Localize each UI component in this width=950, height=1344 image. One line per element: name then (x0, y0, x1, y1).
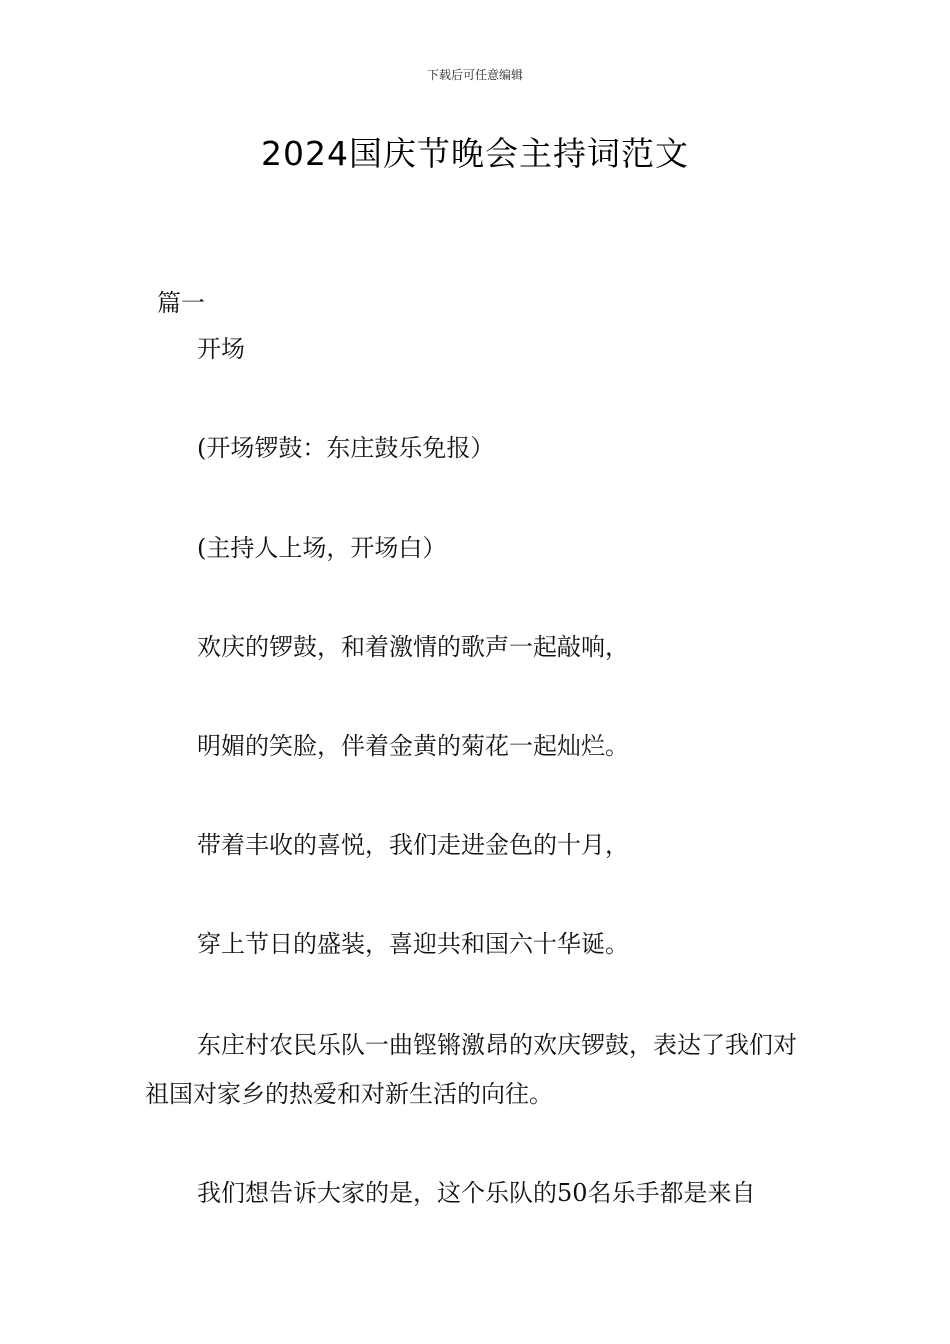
paragraph-band-members: 我们想告诉大家的是，这个乐队的50名乐手都是来自 (197, 1179, 756, 1207)
paragraph-line-1: 欢庆的锣鼓，和着激情的歌声一起敲响， (197, 633, 629, 661)
paragraph-line-4: 穿上节日的盛装，喜迎共和国六十华诞。 (197, 930, 629, 958)
section-label: 篇一 (157, 289, 205, 317)
header-note: 下载后可任意编辑 (426, 68, 523, 82)
paragraph-stage-direction-1: (开场锣鼓：东庄鼓乐免报） (197, 434, 495, 462)
paragraph-stage-direction-2: (主持人上场，开场白） (197, 534, 447, 562)
document-title: 2024国庆节晚会主持词范文 (261, 134, 689, 173)
paragraph-opening: 开场 (197, 335, 245, 363)
paragraph-band-description: 东庄村农民乐队一曲铿锵激昂的欢庆锣鼓，表达了我们对祖国对家乡的热爱和对新生活的向往。 (145, 1031, 797, 1108)
paragraph-line-3: 带着丰收的喜悦，我们走进金色的十月， (197, 831, 629, 859)
paragraph-line-2: 明媚的笑脸，伴着金黄的菊花一起灿烂。 (197, 732, 629, 760)
